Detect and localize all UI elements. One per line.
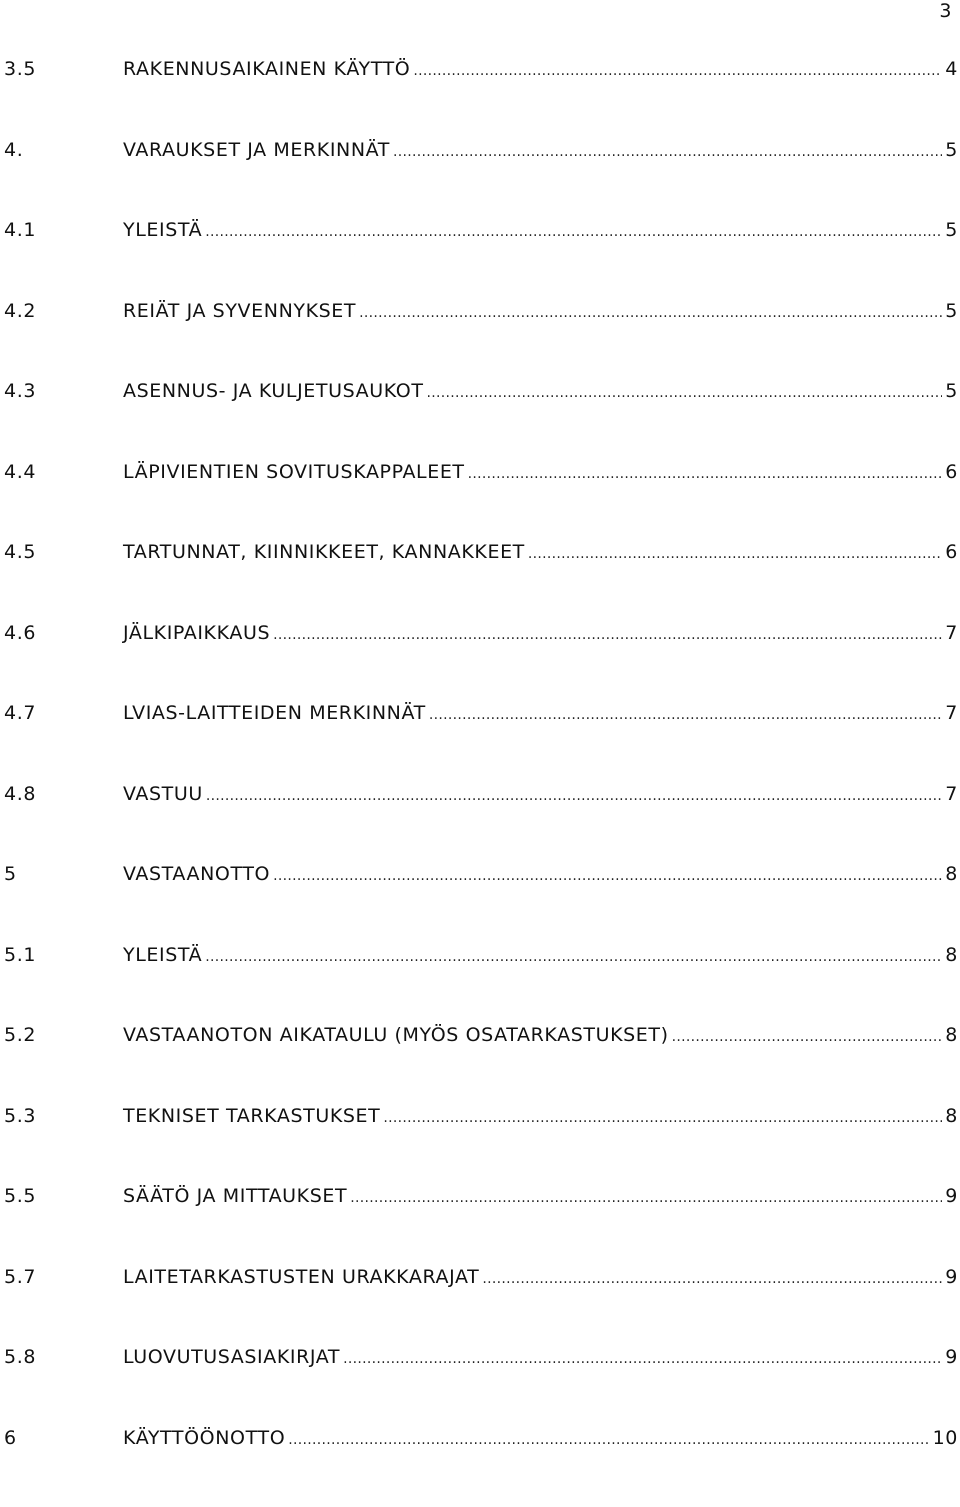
toc-entry[interactable] [4,139,958,220]
toc-entry-page: 8 [945,1024,958,1046]
toc-entry-number: 4.2 [4,300,123,322]
toc-entry-number: 3.5 [4,58,123,80]
toc-entry-title: YLEISTÄ [123,944,202,966]
toc-entry-number: 5.7 [4,1266,123,1288]
toc-entry-title: ASENNUS- JA KULJETUSAUKOT [123,380,424,402]
dot-leader [359,305,942,321]
toc-entry-title: LÄPIVIENTIEN SOVITUSKAPPALEET [123,461,465,483]
toc-entry[interactable] [4,783,958,864]
toc-entry-number: 5.8 [4,1346,123,1368]
toc-entry[interactable] [4,1105,958,1186]
toc-entry-page: 6 [945,541,958,563]
toc-entry-page: 7 [945,783,958,805]
toc-entry-page: 5 [945,300,958,322]
dot-leader [273,868,942,884]
toc-entry-page: 9 [945,1346,958,1368]
dot-leader [468,466,943,482]
toc-entry-number: 4.8 [4,783,123,805]
toc-entry-page: 8 [945,1105,958,1127]
toc-entry-number: 4.1 [4,219,123,241]
toc-entry-page: 4 [945,58,958,80]
toc-entry-number: 5 [4,863,123,885]
dot-leader [206,788,942,804]
toc-entry[interactable] [4,219,958,300]
toc-entry[interactable] [4,1346,958,1427]
toc-entry-title: VASTAANOTTO [123,863,270,885]
toc-entry-number: 5.1 [4,944,123,966]
toc-entry[interactable] [4,541,958,622]
toc-entry-title: TEKNISET TARKASTUKSET [123,1105,380,1127]
toc-entry-number: 5.5 [4,1185,123,1207]
toc-entry-page: 5 [945,219,958,241]
toc-entry[interactable] [4,380,958,461]
dot-leader [413,63,942,79]
toc-entry-title: VARAUKSET JA MERKINNÄT [123,139,390,161]
dot-leader [383,1110,942,1126]
toc-entry-page: 5 [945,380,958,402]
toc-entry-number: 5.3 [4,1105,123,1127]
toc-entry[interactable] [4,461,958,542]
table-of-contents [4,58,958,1507]
dot-leader [393,144,942,160]
toc-entry-page: 8 [945,863,958,885]
toc-entry[interactable] [4,300,958,381]
dot-leader [429,707,942,723]
toc-entry[interactable] [4,622,958,703]
toc-entry-title: VASTUU [123,783,203,805]
toc-entry[interactable] [4,1024,958,1105]
toc-entry-title: LUOVUTUSASIAKIRJAT [123,1346,340,1368]
toc-entry-title: RAKENNUSAIKAINEN KÄYTTÖ [123,58,410,80]
dot-leader [343,1351,942,1367]
dot-leader [205,224,942,240]
toc-entry[interactable] [4,1266,958,1347]
dot-leader [273,627,942,643]
toc-entry[interactable] [4,863,958,944]
dot-leader [672,1029,943,1045]
toc-entry-number: 6 [4,1427,123,1449]
toc-entry-page: 8 [945,944,958,966]
toc-entry-title: LAITETARKASTUSTEN URAKKARAJAT [123,1266,479,1288]
toc-entry-page: 5 [945,139,958,161]
toc-entry-page: 10 [933,1427,958,1449]
dot-leader [482,1271,942,1287]
toc-entry-number: 4.4 [4,461,123,483]
toc-entry-number: 4.3 [4,380,123,402]
dot-leader [427,385,943,401]
toc-entry-number: 4.5 [4,541,123,563]
page-number: 3 [939,0,952,22]
toc-entry-title: VASTAANOTON AIKATAULU (MYÖS OSATARKASTUKSET) [123,1024,669,1046]
toc-entry-number: 4.6 [4,622,123,644]
toc-entry-number: 4.7 [4,702,123,724]
toc-entry-title: LVIAS-LAITTEIDEN MERKINNÄT [123,702,426,724]
toc-entry[interactable] [4,944,958,1025]
toc-entry-title: YLEISTÄ [123,219,202,241]
dot-leader [350,1190,942,1206]
toc-entry[interactable] [4,702,958,783]
dot-leader [205,949,942,965]
toc-entry[interactable] [4,58,958,139]
toc-entry-title: TARTUNNAT, KIINNIKKEET, KANNAKKEET [123,541,525,563]
toc-entry-page: 9 [945,1266,958,1288]
toc-entry-page: 9 [945,1185,958,1207]
toc-entry-page: 7 [945,622,958,644]
toc-entry-title: REIÄT JA SYVENNYKSET [123,300,356,322]
toc-entry-title: KÄYTTÖÖNOTTO [123,1427,285,1449]
toc-entry-number: 4. [4,139,123,161]
toc-entry-title: JÄLKIPAIKKAUS [123,622,270,644]
dot-leader [528,546,942,562]
toc-entry-number: 5.2 [4,1024,123,1046]
toc-entry[interactable] [4,1427,958,1507]
toc-entry-page: 7 [945,702,958,724]
toc-entry-title: SÄÄTÖ JA MITTAUKSET [123,1185,347,1207]
dot-leader [288,1432,929,1448]
toc-entry[interactable] [4,1185,958,1266]
toc-entry-page: 6 [945,461,958,483]
